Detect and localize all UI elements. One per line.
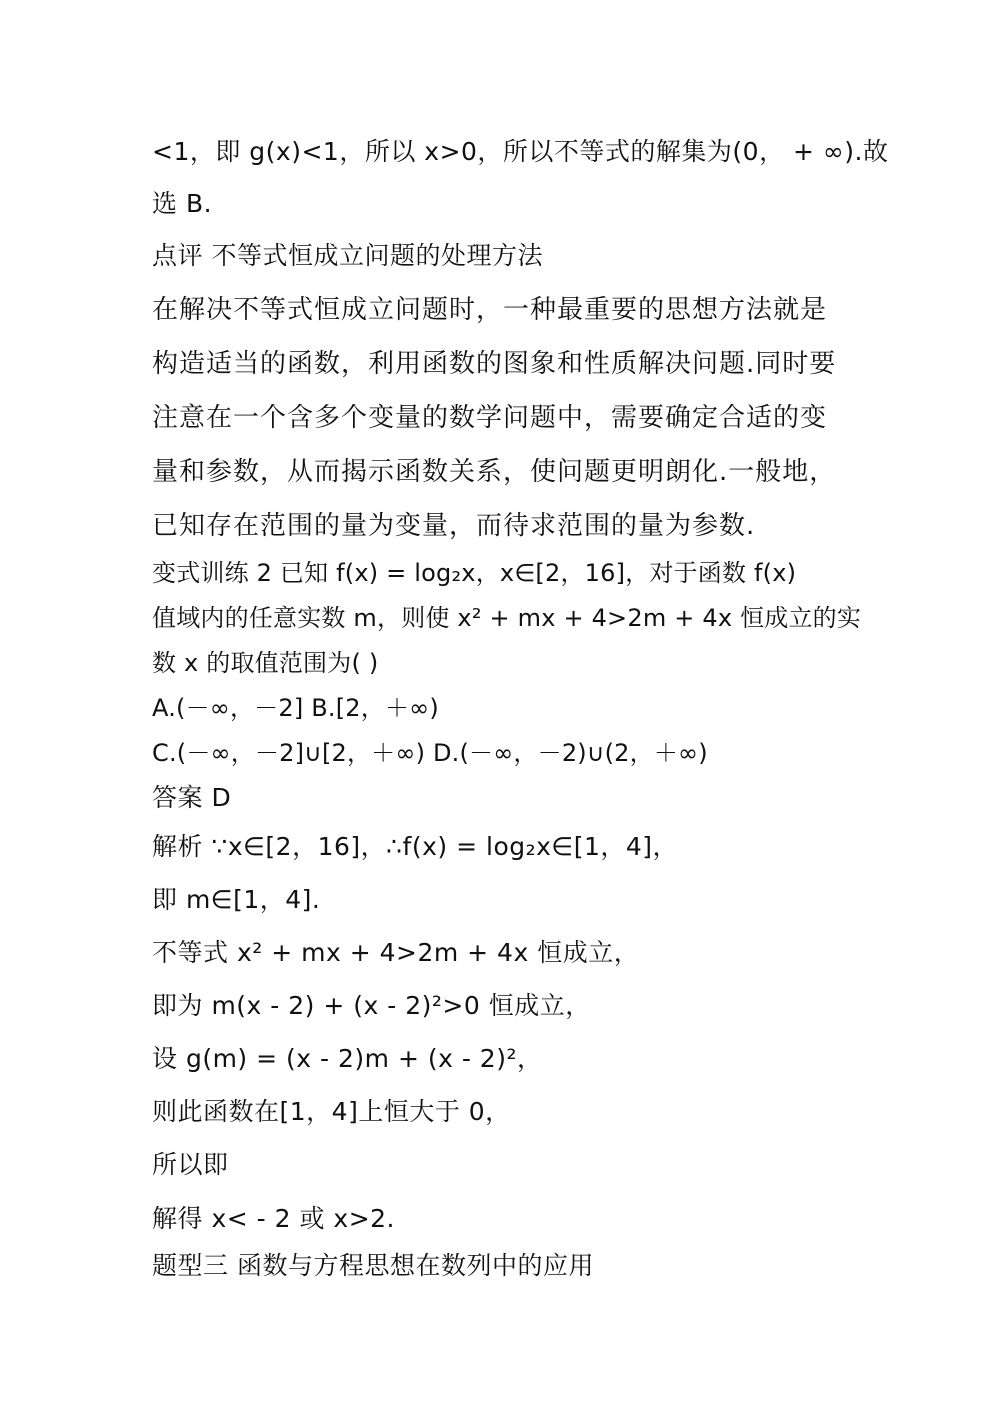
options-ab: A.(－∞，－2] B.[2，＋∞): [152, 694, 439, 722]
section-heading: 题型三 函数与方程思想在数列中的应用: [152, 1251, 594, 1280]
analysis-line-4: 即为 m(x - 2) + (x - 2)²>0 恒成立，: [152, 991, 591, 1020]
exercise-question-line-2: 值域内的任意实数 m，则使 x² + mx + 4>2m + 4x 恒成立的实: [152, 604, 862, 632]
text-line-1: <1，即 g(x)<1，所以 x>0，所以不等式的解集为(0， + ∞).故: [152, 137, 889, 166]
analysis-line-8: 解得 x< - 2 或 x>2.: [152, 1204, 395, 1233]
analysis-line-1: 解析 ∵x∈[2，16]，∴f(x) = log₂x∈[1，4]，: [152, 832, 679, 861]
text-line-8: 已知存在范围的量为变量，而待求范围的量为参数.: [152, 511, 756, 541]
analysis-line-6: 则此函数在[1，4]上恒大于 0，: [152, 1097, 511, 1126]
remark-heading: 点评 不等式恒成立问题的处理方法: [152, 241, 543, 270]
exercise-question-line-3: 数 x 的取值范围为( ): [152, 649, 379, 677]
options-cd: C.(－∞，－2]∪[2，＋∞) D.(－∞，－2)∪(2，＋∞): [152, 739, 708, 767]
exercise-question-line-1: 变式训练 2 已知 f(x) = log₂x，x∈[2，16]，对于函数 f(x): [152, 559, 797, 587]
analysis-line-5: 设 g(m) = (x - 2)m + (x - 2)²，: [152, 1044, 543, 1073]
text-line-4: 在解决不等式恒成立问题时，一种最重要的思想方法就是: [152, 295, 828, 325]
text-line-6: 注意在一个含多个变量的数学问题中，需要确定合适的变: [152, 403, 828, 433]
analysis-line-3: 不等式 x² + mx + 4>2m + 4x 恒成立，: [152, 938, 640, 967]
analysis-line-7: 所以即: [152, 1150, 229, 1179]
analysis-line-2: 即 m∈[1，4].: [152, 885, 321, 914]
text-line-5: 构造适当的函数，利用函数的图象和性质解决问题.同时要: [152, 349, 837, 379]
text-line-2: 选 B.: [152, 189, 213, 218]
text-line-7: 量和参数，从而揭示函数关系，使问题更明朗化.一般地，: [152, 457, 837, 487]
answer-line: 答案 D: [152, 783, 232, 812]
